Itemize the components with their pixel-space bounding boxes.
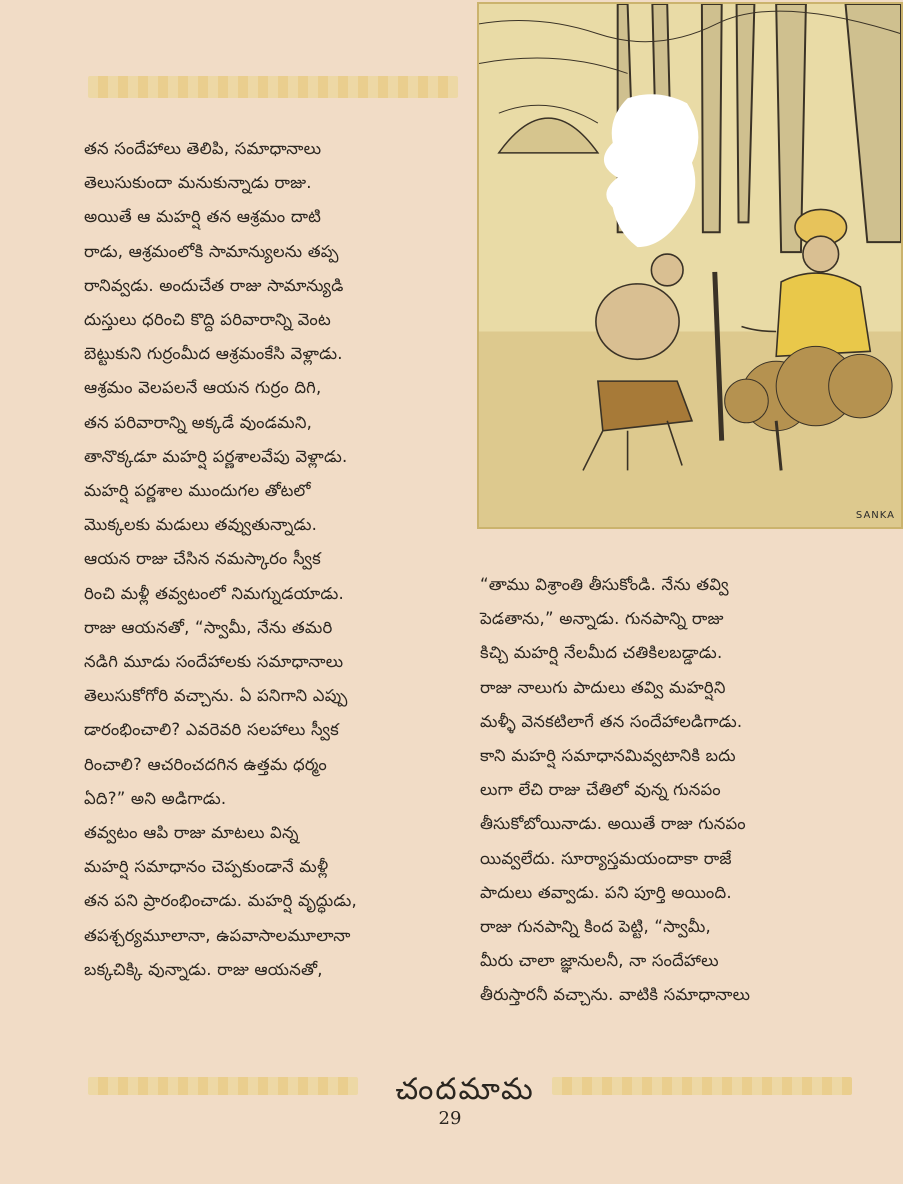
text-line: తన పని ప్రారంభించాడు. మహర్షి వృద్ధుడు, [84,891,357,911]
text-line: అయితే ఆ మహర్షి తన ఆశ్రమం దాటి [84,207,322,227]
text-line: రానివ్వడు. అందుచేత రాజు సామాన్యుడి [84,275,344,295]
text-line: బక్కచిక్కి వున్నాడు. రాజు ఆయనతో, [84,959,323,979]
magazine-title: చందమామ [395,1072,535,1107]
page-number: 29 [438,1108,462,1129]
text-line: మళ్ళీ వెనకటిలాగే తన సందేహాలడిగాడు. [480,711,743,731]
ornamental-border-bottom-left [88,1077,358,1095]
text-line: మహర్షి పర్ణశాల ముందుగల తోటలో [84,481,311,501]
text-line: తవ్వటం ఆపి రాజు మాటలు విన్న [84,823,299,843]
text-line: తన సందేహాలు తెలిపి, సమాధానాలు [84,139,322,158]
text-line: లుగా లేచి రాజు చేతిలో వున్న గునపం [480,780,721,800]
ornamental-border-bottom-right [552,1077,852,1095]
text-line: బెట్టుకుని గుర్రంమీద ఆశ్రమంకేసి వెళ్లాడు. [84,344,343,364]
text-line: తీసుకోబోయినాడు. అయితే రాజు గునపం [480,814,746,834]
text-line: రించి మళ్లీ తవ్వటంలో నిమగ్నుడయాడు. [84,583,344,603]
text-line: మహర్షి సమాధానం చెప్పకుండానే మళ్లీ [84,857,329,877]
text-line: తన పరివారాన్ని అక్కడే వుండమని, [84,412,313,432]
text-line: “తాము విశ్రాంతి తీసుకోండి. నేను తవ్వి [480,575,729,594]
illustration-drawing [479,4,901,527]
text-line: పాదులు తవ్వాడు. పని పూర్తి అయింది. [480,882,732,902]
text-line: దుస్తులు ధరించి కొద్ది పరివారాన్ని వెంట [84,310,331,330]
text-line: మొక్కలకు మడులు తవ్వుతున్నాడు. [84,515,318,535]
left-text-column [84,132,456,987]
text-line: తపశ్చర్యమూలానా, ఉపవాసాలమూలానా [84,925,351,945]
story-illustration [477,2,903,529]
text-line: తెలుసుకోగోరి వచ్చాను. ఏ పనిగాని ఎప్పు [84,686,348,706]
text-line: ఏది?” అని అడిగాడు. [84,788,227,808]
text-line: కిచ్చి మహర్షి నేలమీద చతికిలబడ్డాడు. [480,643,723,663]
text-line: తానొక్కడూ మహర్షి పర్ణశాలవేపు వెళ్లాడు. [84,446,348,466]
text-line: రించాలి? ఆచరించదగిన ఉత్తమ ధర్మం [84,754,327,774]
text-line: తీరుస్తారనీ వచ్చాను. వాటికి సమాధానాలు [480,985,751,1005]
text-line: డారంభించాలి? ఎవరెవరి సలహాలు స్వీక [84,720,339,740]
text-line: నడిగి మూడు సందేహాలకు సమాధానాలు [84,652,344,672]
text-line: యివ్వలేదు. సూర్యాస్తమయందాకా రాజే [480,848,732,868]
text-line: ఆయన రాజు చేసిన నమస్కారం స్వీక [84,549,321,569]
text-line: రాజు ఆయనతో, “స్వామీ, నేను తమరి [84,617,333,637]
text-line: రాజు గునపాన్ని కింద పెట్టి, “స్వామీ, [480,917,711,937]
text-line: తెలుసుకుందా మనుకున్నాడు రాజు. [84,173,312,193]
text-line: రాజు నాలుగు పాదులు తవ్వి మహర్షిని [480,677,726,697]
text-line: కాని మహర్షి సమాధానమివ్వటానికి బదు [480,746,736,766]
ornamental-border-top [88,76,458,98]
text-line: ఆశ్రమం వెలపలనే ఆయన గుర్రం దిగి, [84,378,322,398]
text-line: మీరు చాలా జ్ఞానులనీ, నా సందేహాలు [480,951,719,971]
right-text-column [480,568,852,1013]
illustrator-signature: SANKA [855,510,895,521]
text-line: పెడతాను,” అన్నాడు. గునపాన్ని రాజు [480,609,724,629]
text-line: రాడు, ఆశ్రమంలోకి సామాన్యులను తప్ప [84,241,339,261]
